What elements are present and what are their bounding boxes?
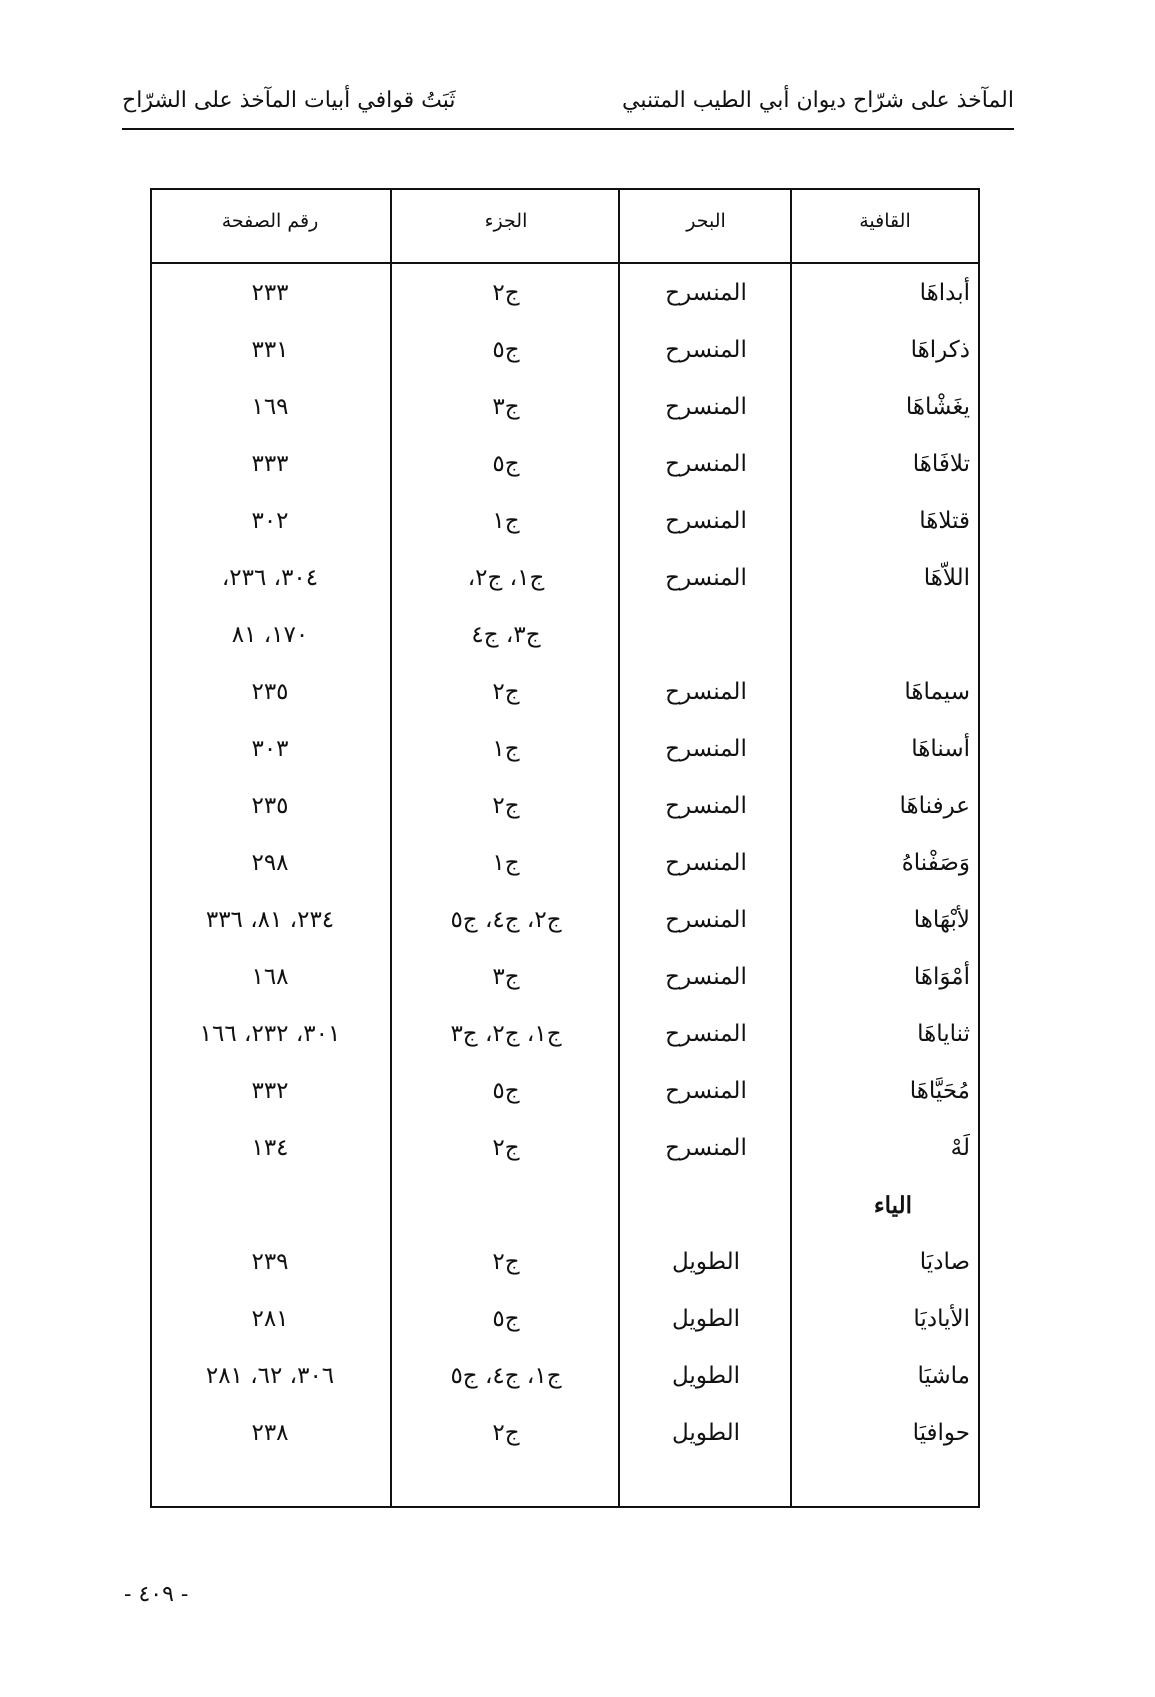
table-row (152, 616, 978, 673)
cell-juz: ج١، ج٢، ج٣ (450, 1021, 562, 1047)
table-header (152, 190, 978, 264)
cell-juz: ج٢ (492, 1420, 520, 1446)
cell-juz: ج٢ (492, 1249, 520, 1275)
cell-page: ٣٠٣ (251, 736, 289, 762)
cell-page: ١٦٨ (251, 964, 289, 990)
cell-qafiya: ثناياهَا (917, 1021, 970, 1047)
cell-qafiya: وَصَفْناهُ (901, 850, 970, 876)
cell-juz: ج٢ (492, 280, 520, 306)
cell-qafiya: مُحَيَّاهَا (909, 1078, 970, 1104)
cell-bahr: المنسرح (665, 964, 747, 990)
cell-page: ١٧٠، ٨١ (231, 622, 309, 648)
table-row (152, 502, 978, 559)
table-row (152, 445, 978, 502)
section-row (152, 1186, 978, 1243)
cell-bahr: المنسرح (665, 1078, 747, 1104)
table-row (152, 787, 978, 844)
table-row (152, 331, 978, 388)
cell-qafiya: يغَشْاهَا (905, 394, 970, 420)
cell-qafiya: أمْوَاهَا (913, 964, 970, 990)
cell-page: ١٦٩ (251, 394, 289, 420)
cell-juz: ج١ (492, 850, 520, 876)
cell-bahr: المنسرح (665, 907, 747, 933)
cell-page: ٢٣٥ (251, 679, 289, 705)
cell-qafiya: لَهْ (950, 1135, 970, 1161)
cell-juz: ج١، ج٤، ج٥ (450, 1363, 562, 1389)
cell-juz: ج١ (492, 508, 520, 534)
cell-page: ٣٠٤، ٢٣٦، (221, 565, 319, 591)
cell-qafiya: أسناهَا (911, 736, 970, 762)
cell-juz: ج٣، ج٤ (471, 622, 541, 648)
header-page: رقم الصفحة (221, 210, 319, 232)
cell-bahr: الطويل (672, 1249, 740, 1275)
table-row (152, 274, 978, 331)
cell-page: ١٣٤ (251, 1135, 289, 1161)
table-row (152, 673, 978, 730)
cell-juz: ج٣ (492, 394, 520, 420)
cell-juz: ج١ (492, 736, 520, 762)
cell-bahr: المنسرح (665, 565, 747, 591)
cell-page: ٣٣٢ (251, 1078, 289, 1104)
cell-bahr: المنسرح (665, 793, 747, 819)
cell-page: ٢٣٩ (251, 1249, 289, 1275)
cell-juz: ج٥ (492, 337, 520, 363)
table-row (152, 1357, 978, 1414)
cell-juz: ج٢ (492, 1135, 520, 1161)
cell-juz: ج٥ (492, 1306, 520, 1332)
cell-juz: ج٥ (492, 1078, 520, 1104)
cell-qafiya: أبداهَا (919, 280, 970, 306)
cell-bahr: الطويل (672, 1306, 740, 1332)
cell-juz: ج٢، ج٤، ج٥ (450, 907, 562, 933)
cell-qafiya: سيماهَا (904, 679, 970, 705)
page-header (122, 82, 1014, 130)
header-bahr: البحر (686, 210, 726, 232)
cell-page: ٢٩٨ (251, 850, 289, 876)
cell-juz: ج٣ (492, 964, 520, 990)
header-qafiya: القافية (859, 210, 911, 232)
table-row (152, 1015, 978, 1072)
cell-page: ٣٠١، ٢٣٢، ١٦٦ (199, 1021, 341, 1047)
cell-qafiya: حوافيَا (912, 1420, 970, 1446)
cell-qafiya: ذكراهَا (910, 337, 970, 363)
table-row (152, 559, 978, 616)
cell-juz: ج١، ج٢، (467, 565, 545, 591)
cell-bahr: المنسرح (665, 508, 747, 534)
cell-bahr: الطويل (672, 1420, 740, 1446)
cell-page: ٢٣٤، ٨١، ٣٣٦ (205, 907, 335, 933)
table-row (152, 844, 978, 901)
cell-page: ٢٣٣ (251, 280, 289, 306)
cell-qafiya: عرفناهَا (899, 793, 970, 819)
cell-juz: ج٥ (492, 451, 520, 477)
cell-page: ٢٣٥ (251, 793, 289, 819)
cell-bahr: المنسرح (665, 1135, 747, 1161)
table-row (152, 1243, 978, 1300)
table-row (152, 958, 978, 1015)
cell-qafiya: قتلاهَا (919, 508, 970, 534)
cell-bahr: المنسرح (665, 1021, 747, 1047)
cell-page: ٣٠٢ (251, 508, 289, 534)
rhymes-table (150, 188, 980, 1508)
page-number: - ٤٠٩ - (124, 1582, 189, 1607)
cell-qafiya: ماشيَا (917, 1363, 970, 1389)
cell-bahr: المنسرح (665, 451, 747, 477)
table-row (152, 388, 978, 445)
cell-juz: ج٢ (492, 679, 520, 705)
table-row (152, 730, 978, 787)
cell-qafiya: اللاّهَا (923, 565, 970, 591)
cell-qafiya: صاديَا (919, 1249, 970, 1275)
book-title: المآخذ على شرّاح ديوان أبي الطيب المتنبي (622, 88, 1014, 113)
cell-page: ٣٠٦، ٦٢، ٢٨١ (205, 1363, 335, 1389)
cell-bahr: الطويل (672, 1363, 740, 1389)
cell-page: ٢٣٨ (251, 1420, 289, 1446)
cell-bahr: المنسرح (665, 394, 747, 420)
table-row (152, 1414, 978, 1471)
cell-qafiya: الأياديَا (913, 1306, 970, 1332)
header-juz: الجزء (484, 210, 528, 232)
cell-bahr: المنسرح (665, 736, 747, 762)
table-row (152, 901, 978, 958)
cell-bahr: المنسرح (665, 337, 747, 363)
section-heading: الياء (873, 1192, 912, 1219)
table-row (152, 1072, 978, 1129)
section-title: ثَبَتُ قوافي أبيات المآخذ على الشرّاح (122, 88, 456, 113)
cell-bahr: المنسرح (665, 850, 747, 876)
cell-page: ٢٨١ (251, 1306, 289, 1332)
cell-juz: ج٢ (492, 793, 520, 819)
cell-qafiya: تلافَاهَا (912, 451, 970, 477)
table-row (152, 1300, 978, 1357)
table-row (152, 1129, 978, 1186)
cell-bahr: المنسرح (665, 679, 747, 705)
cell-qafiya: لأبْهَاها (913, 907, 970, 933)
cell-bahr: المنسرح (665, 280, 747, 306)
cell-page: ٣٣٣ (251, 451, 289, 477)
cell-page: ٣٣١ (251, 337, 289, 363)
